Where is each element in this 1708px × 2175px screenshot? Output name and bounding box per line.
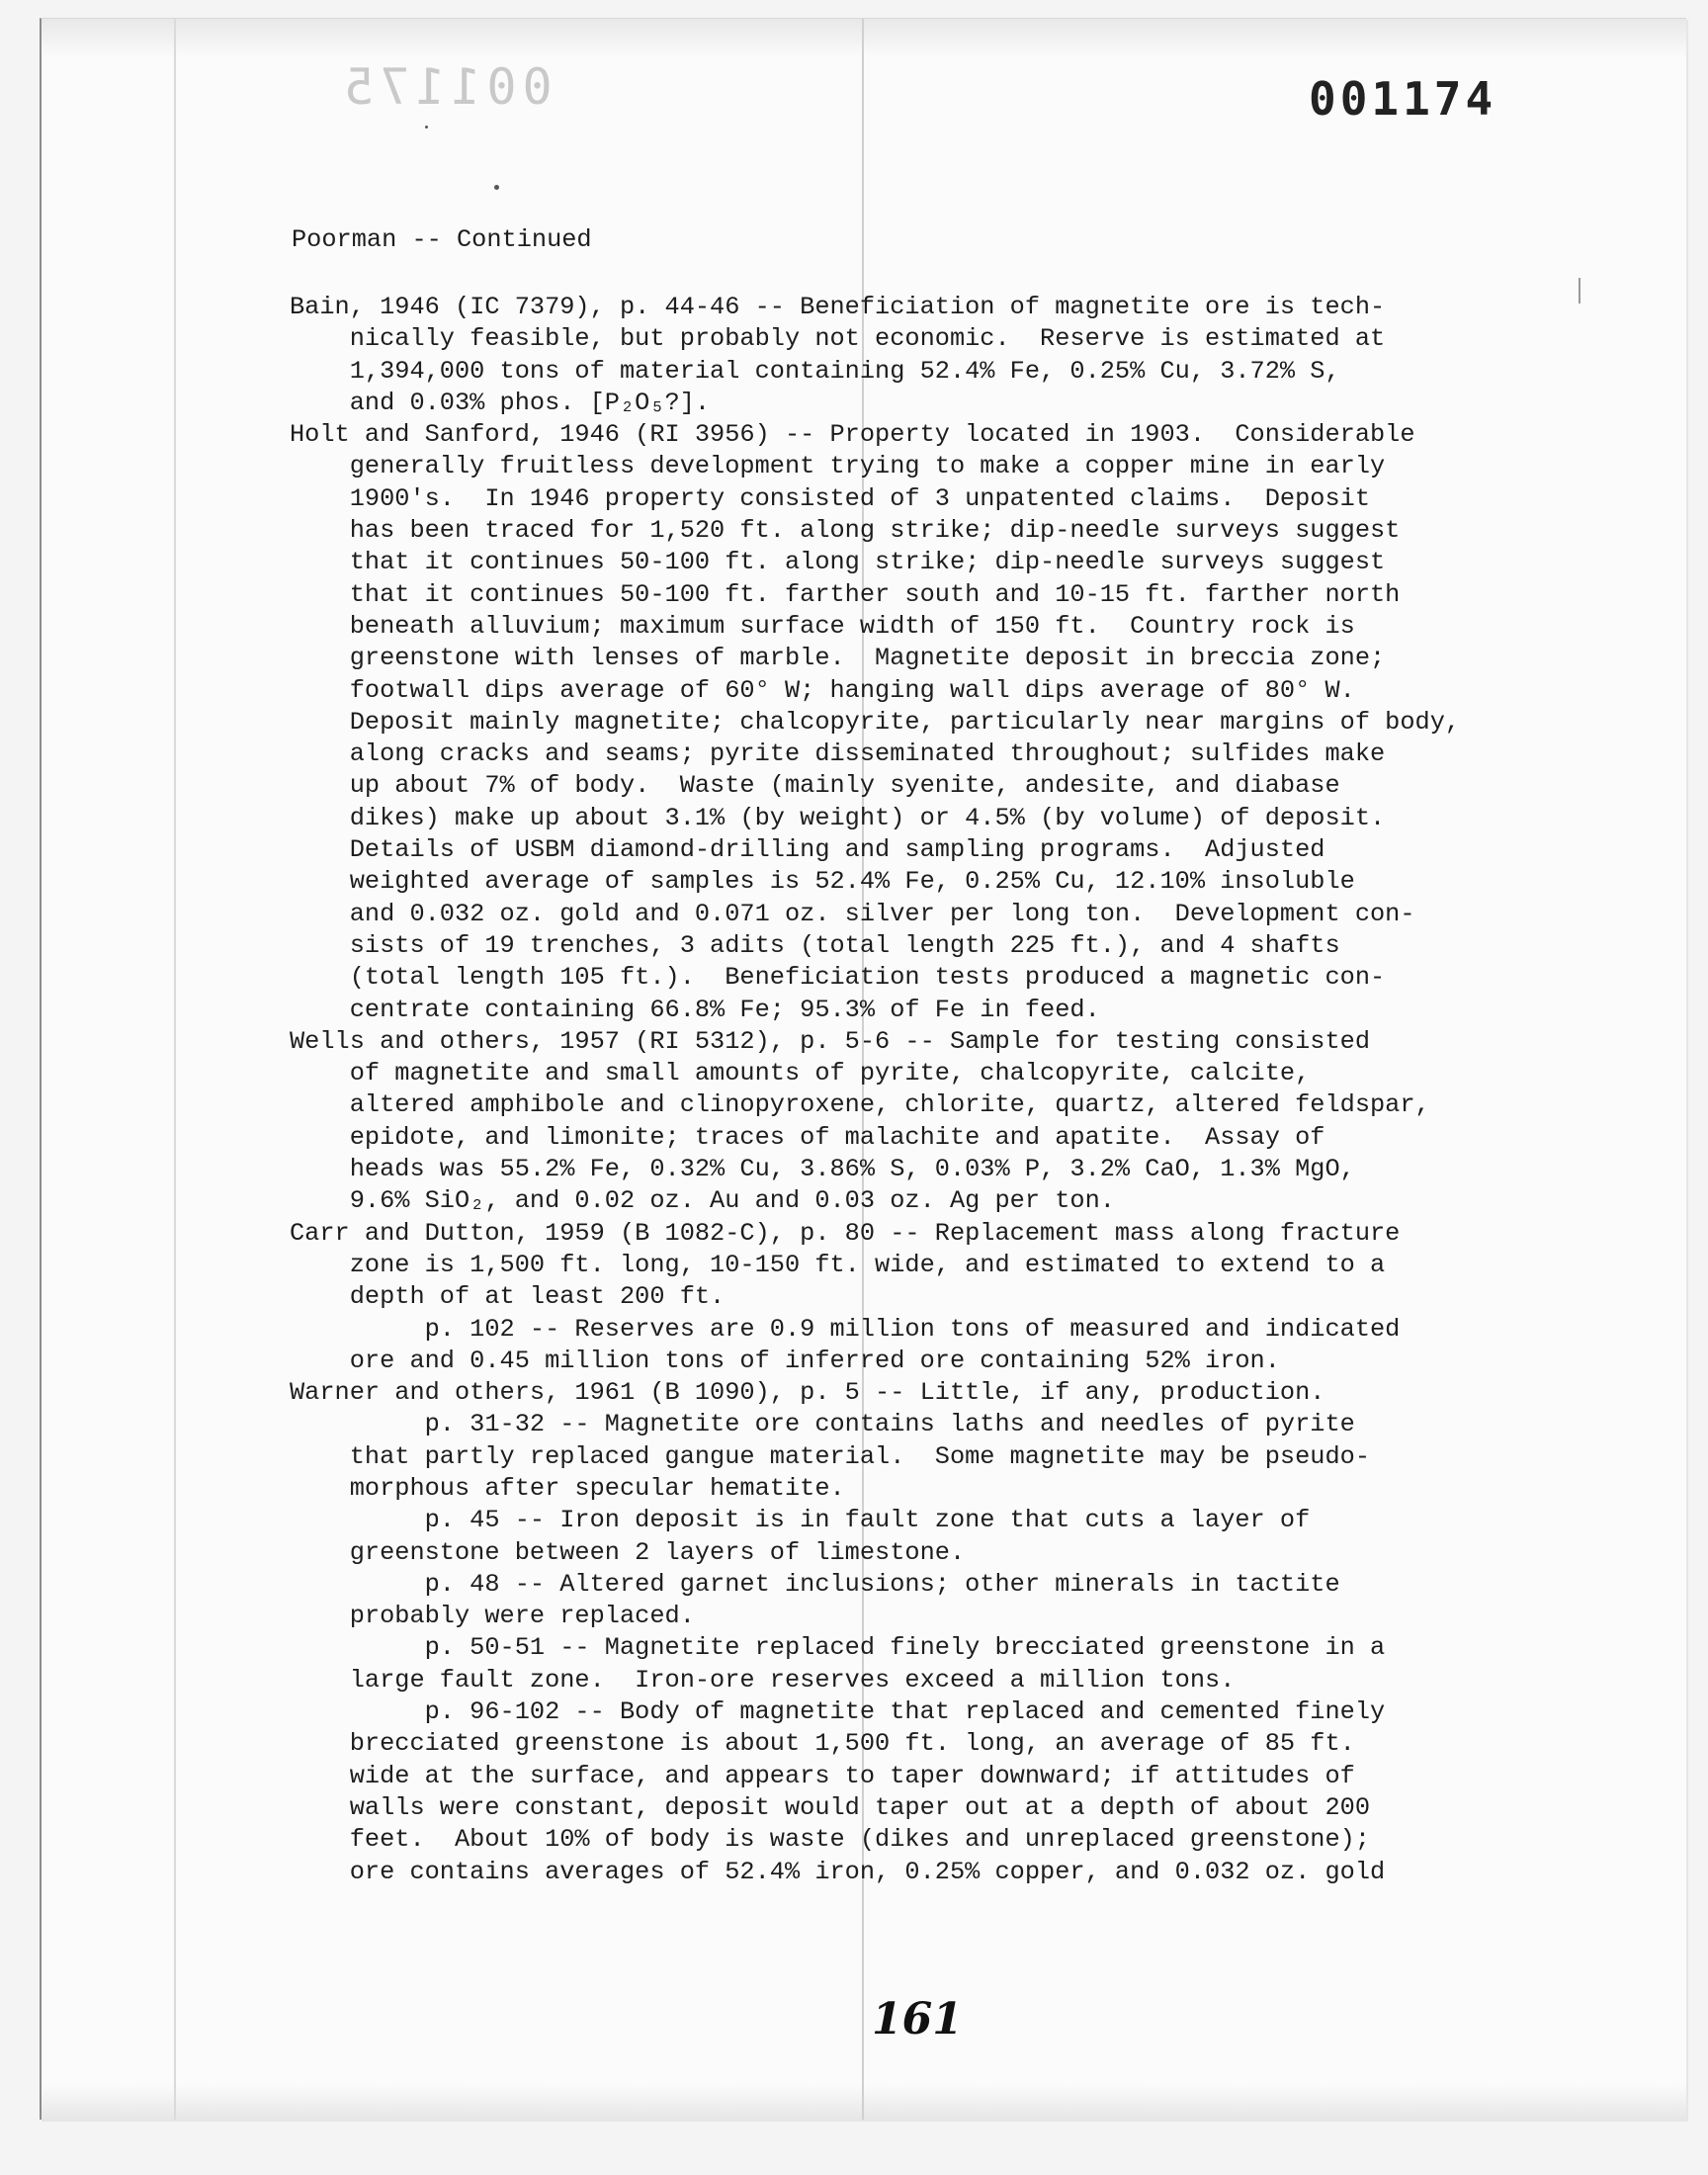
- text-line: Holt and Sanford, 1946 (RI 3956) -- Property located in 1903. Considerable: [290, 420, 1415, 450]
- text-line: p. 50-51 -- Magnetite replaced finely brecciated greenstone in a: [290, 1633, 1386, 1663]
- text-line: p. 31-32 -- Magnetite ore contains laths and needles of pyrite: [290, 1410, 1355, 1439]
- text-line: generally fruitless development trying to make a copper mine in early: [290, 452, 1386, 481]
- margin-mark: [1579, 278, 1580, 304]
- text-line: p. 102 -- Reserves are 0.9 million tons of measured and indicated: [290, 1314, 1401, 1344]
- text-line: has been traced for 1,520 ft. along strike; dip-needle surveys suggest: [290, 516, 1401, 546]
- text-line: that it continues 50-100 ft. along strike; dip-needle surveys suggest: [290, 548, 1386, 577]
- text-line: and 0.03% phos. [P₂O₅?].: [290, 388, 711, 417]
- text-line: 1900's. In 1946 property consisted of 3 unpatented claims. Deposit: [290, 483, 1371, 513]
- text-line: up about 7% of body. Waste (mainly syenite, andesite, and diabase: [290, 771, 1340, 801]
- text-line: Deposit mainly magnetite; chalcopyrite, particularly near margins of body,: [290, 707, 1461, 737]
- text-line: that it continues 50-100 ft. farther south and 10-15 ft. farther north: [290, 579, 1401, 609]
- text-line: 9.6% SiO₂, and 0.02 oz. Au and 0.03 oz. Ag per ton.: [290, 1186, 1115, 1216]
- scan-bottom-shadow: [42, 2085, 1686, 2120]
- text-line: heads was 55.2% Fe, 0.32% Cu, 3.86% S, 0.03% P, 3.2% CaO, 1.3% MgO,: [290, 1155, 1355, 1184]
- text-line: altered amphibole and clinopyroxene, chlorite, quartz, altered feldspar,: [290, 1090, 1430, 1120]
- text-line: large fault zone. Iron-ore reserves exceed a million tons.: [290, 1665, 1236, 1695]
- text-line: p. 45 -- Iron deposit is in fault zone that cuts a layer of: [290, 1506, 1311, 1535]
- text-line: dikes) make up about 3.1% (by weight) or 4.5% (by volume) of deposit.: [290, 803, 1386, 832]
- text-line: weighted average of samples is 52.4% Fe, 0.25% Cu, 12.10% insoluble: [290, 867, 1355, 897]
- document-page-stamp: 001174: [1309, 72, 1497, 126]
- handwritten-page-number: 161: [872, 1994, 963, 2044]
- text-line: feet. About 10% of body is waste (dikes and unreplaced greenstone);: [290, 1825, 1371, 1855]
- text-line: Wells and others, 1957 (RI 5312), p. 5-6 -- Sample for testing consisted: [290, 1026, 1371, 1056]
- text-line: Carr and Dutton, 1959 (B 1082-C), p. 80 -- Replacement mass along fracture: [290, 1218, 1401, 1248]
- text-line: footwall dips average of 60° W; hanging wall dips average of 80° W.: [290, 675, 1355, 705]
- text-line: nically feasible, but probably not economic. Reserve is estimated at: [290, 324, 1386, 354]
- speck: [494, 185, 499, 190]
- text-line: epidote, and limonite; traces of malachite and apatite. Assay of: [290, 1122, 1325, 1152]
- text-line: centrate containing 66.8% Fe; 95.3% of Fe in feed.: [290, 995, 1100, 1024]
- text-line: wide at the surface, and appears to taper downward; if attitudes of: [290, 1761, 1355, 1790]
- text-line: along cracks and seams; pyrite disseminated throughout; sulfides make: [290, 740, 1386, 769]
- speck: [425, 126, 428, 129]
- text-line: beneath alluvium; maximum surface width of 150 ft. Country rock is: [290, 611, 1355, 641]
- text-line: ore and 0.45 million tons of inferred ore containing 52% iron.: [290, 1346, 1280, 1375]
- text-line: p. 48 -- Altered garnet inclusions; other minerals in tactite: [290, 1569, 1340, 1599]
- text-line: p. 96-102 -- Body of magnetite that replaced and cemented finely: [290, 1697, 1386, 1727]
- mirrored-bleedthrough-number: 001175: [338, 58, 553, 116]
- text-line: depth of at least 200 ft.: [290, 1282, 726, 1312]
- text-line: walls were constant, deposit would taper out at a depth of about 200: [290, 1792, 1371, 1822]
- text-line: ore contains averages of 52.4% iron, 0.25% copper, and 0.032 oz. gold: [290, 1857, 1386, 1886]
- text-line: brecciated greenstone is about 1,500 ft. long, an average of 85 ft.: [290, 1729, 1355, 1759]
- scan-artifact-line: [174, 19, 176, 2120]
- text-line: and 0.032 oz. gold and 0.071 oz. silver per long ton. Development con-: [290, 899, 1415, 928]
- text-line: Warner and others, 1961 (B 1090), p. 5 -- Little, if any, production.: [290, 1378, 1325, 1408]
- text-line: greenstone between 2 layers of limestone.: [290, 1537, 966, 1567]
- text-line: of magnetite and small amounts of pyrite, chalcopyrite, calcite,: [290, 1059, 1311, 1088]
- scan-top-shadow: [42, 19, 1686, 58]
- text-line: 1,394,000 tons of material containing 52.4% Fe, 0.25% Cu, 3.72% S,: [290, 356, 1340, 386]
- text-line: zone is 1,500 ft. long, 10-150 ft. wide, and estimated to extend to a: [290, 1250, 1386, 1279]
- text-line: greenstone with lenses of marble. Magnetite deposit in breccia zone;: [290, 644, 1386, 673]
- text-line: Details of USBM diamond-drilling and sampling programs. Adjusted: [290, 835, 1325, 865]
- body-text: [290, 292, 1460, 1888]
- text-line: that partly replaced gangue material. Some magnetite may be pseudo-: [290, 1441, 1371, 1471]
- text-line: sists of 19 trenches, 3 adits (total length 225 ft.), and 4 shafts: [290, 930, 1340, 960]
- text-line: (total length 105 ft.). Beneficiation tests produced a magnetic con-: [290, 963, 1386, 993]
- text-line: Bain, 1946 (IC 7379), p. 44-46 -- Beneficiation of magnetite ore is tech-: [290, 293, 1386, 321]
- text-line: probably were replaced.: [290, 1602, 695, 1631]
- scanned-page: [40, 18, 1686, 2120]
- text-line: morphous after specular hematite.: [290, 1473, 845, 1503]
- section-heading: Poorman -- Continued: [292, 225, 592, 254]
